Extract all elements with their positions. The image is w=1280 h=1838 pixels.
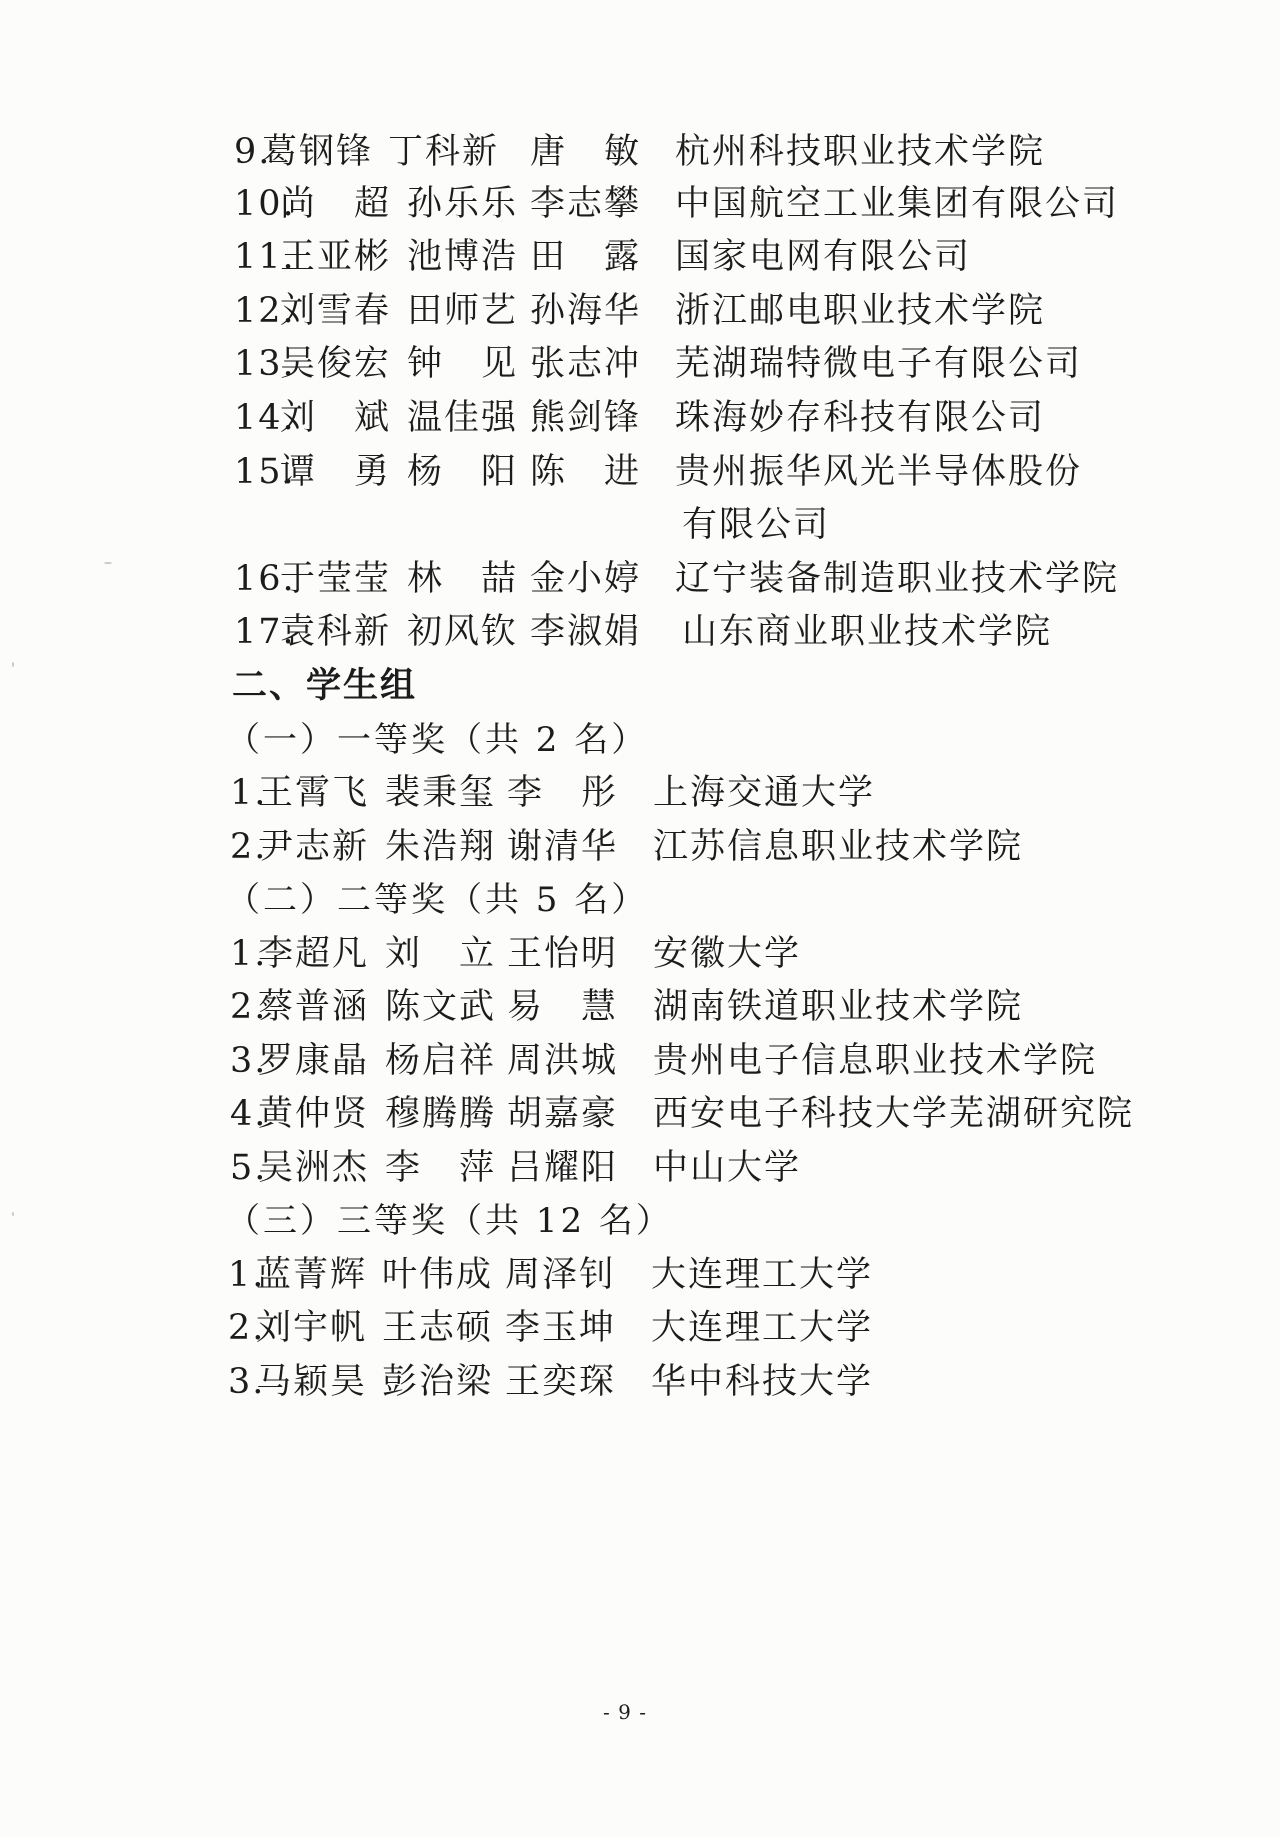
row-number: 10. [234, 184, 296, 224]
unit-name: 浙江邮电职业技术学院 [675, 291, 1046, 331]
row-number: 2. [230, 987, 268, 1027]
row-number: 11. [234, 237, 296, 277]
member-name: 黄仲贤 [258, 1094, 370, 1134]
member-name: 李志攀 [530, 184, 642, 224]
row-number: 1. [230, 773, 268, 813]
member-name: 罗康晶 [258, 1041, 370, 1081]
row-number: 2. [230, 827, 268, 867]
member-name: 孙海华 [530, 291, 642, 331]
member-name: 陈文武 [385, 987, 497, 1027]
unit-name: 华中科技大学 [651, 1362, 874, 1402]
member-name: 池博浩 [407, 237, 519, 277]
row-number: 4. [230, 1094, 268, 1134]
member-name: 林 喆 [407, 559, 519, 599]
row-number: 15. [234, 452, 296, 492]
member-name: 王亚彬 [280, 237, 392, 277]
row-number: 12. [234, 291, 296, 331]
unit-name: 贵州电子信息职业技术学院 [653, 1041, 1098, 1081]
member-name: 张志冲 [530, 344, 642, 384]
member-name: 王志硕 [382, 1308, 494, 1348]
member-name: 彭治梁 [382, 1362, 494, 1402]
unit-name: 中国航空工业集团有限公司 [675, 184, 1120, 224]
third-prize-heading: （三）三等奖（共 12 名） [226, 1201, 673, 1241]
unit-name: 珠海妙存科技有限公司 [675, 398, 1046, 438]
unit-name: 杭州科技职业技术学院 [675, 132, 1046, 172]
member-name: 马颖昊 [256, 1362, 368, 1402]
scan-speck [12, 1212, 14, 1216]
unit-name: 国家电网有限公司 [675, 237, 972, 277]
member-name: 胡嘉豪 [507, 1094, 619, 1134]
unit-name: 江苏信息职业技术学院 [653, 827, 1024, 867]
member-name: 杨 阳 [407, 452, 519, 492]
row-number: 13. [234, 344, 296, 384]
member-name: 田师艺 [407, 291, 519, 331]
member-name: 周泽钊 [505, 1255, 617, 1295]
member-name: 刘 立 [385, 934, 497, 974]
member-name: 田 露 [530, 237, 642, 277]
member-name: 谭 勇 [280, 452, 392, 492]
row-number: 17. [234, 612, 296, 652]
row-number: 16. [234, 559, 296, 599]
member-name: 熊剑锋 [530, 398, 642, 438]
member-name: 吴俊宏 [280, 344, 392, 384]
unit-name: 大连理工大学 [651, 1308, 874, 1348]
member-name: 李淑娟 [530, 612, 642, 652]
member-name: 李 萍 [385, 1148, 497, 1188]
member-name: 吴洲杰 [258, 1148, 370, 1188]
unit-name: 安徽大学 [653, 934, 802, 974]
row-number: 9. [234, 132, 272, 172]
member-name: 蓝菁辉 [256, 1255, 368, 1295]
member-name: 尹志新 [258, 827, 370, 867]
row-number: 5. [230, 1148, 268, 1188]
member-name: 谢清华 [507, 827, 619, 867]
row-number: 2. [228, 1308, 266, 1348]
section-heading: 二、学生组 [232, 666, 418, 706]
member-name: 钟 见 [407, 344, 519, 384]
unit-name: 贵州振华风光半导体股份 [675, 452, 1083, 492]
member-name: 李超凡 [258, 934, 370, 974]
row-number: 3. [230, 1041, 268, 1081]
member-name: 刘 斌 [280, 398, 392, 438]
unit-name: 湖南铁道职业技术学院 [653, 987, 1024, 1027]
member-name: 袁科新 [280, 612, 392, 652]
member-name: 王奕琛 [505, 1362, 617, 1402]
member-name: 温佳强 [407, 398, 519, 438]
member-name: 朱浩翔 [385, 827, 497, 867]
scan-speck [12, 662, 14, 667]
member-name: 尚 超 [280, 184, 392, 224]
member-name: 蔡普涵 [258, 987, 370, 1027]
scan-speck [104, 562, 112, 564]
member-name: 叶伟成 [382, 1255, 494, 1295]
unit-name: 中山大学 [653, 1148, 802, 1188]
member-name: 杨启祥 [385, 1041, 497, 1081]
member-name: 王霄飞 [258, 773, 370, 813]
member-name: 穆腾腾 [385, 1094, 497, 1134]
unit-name: 山东商业职业技术学院 [682, 612, 1053, 652]
second-prize-heading: （二）二等奖（共 5 名） [226, 880, 649, 920]
member-name: 裴秉玺 [385, 773, 497, 813]
row-number: 1. [228, 1255, 266, 1295]
member-name: 刘宇帆 [256, 1308, 368, 1348]
member-name: 易 慧 [507, 987, 619, 1027]
member-name: 刘雪春 [280, 291, 392, 331]
member-name: 陈 进 [530, 452, 642, 492]
member-name: 王怡明 [507, 934, 619, 974]
member-name: 金小婷 [530, 559, 642, 599]
member-name: 初风钦 [407, 612, 519, 652]
unit-name: 辽宁装备制造职业技术学院 [675, 559, 1120, 599]
member-name: 李 彤 [507, 773, 619, 813]
member-name: 孙乐乐 [407, 184, 519, 224]
row-number: 3. [228, 1362, 266, 1402]
member-name: 周洪城 [507, 1041, 619, 1081]
unit-name: 大连理工大学 [651, 1255, 874, 1295]
member-name: 唐 敏 [530, 132, 642, 172]
member-name: 葛钢锋 [262, 132, 374, 172]
unit-name: 西安电子科技大学芜湖研究院 [653, 1094, 1135, 1134]
unit-name: 上海交通大学 [653, 773, 876, 813]
row-number: 1. [230, 934, 268, 974]
unit-name: 芜湖瑞特微电子有限公司 [675, 344, 1083, 384]
member-name: 于莹莹 [280, 559, 392, 599]
unit-name-continued: 有限公司 [682, 505, 831, 545]
first-prize-heading: （一）一等奖（共 2 名） [226, 720, 649, 760]
page-number: - 9 - [603, 1700, 647, 1724]
row-number: 14. [234, 398, 296, 438]
member-name: 丁科新 [388, 132, 500, 172]
member-name: 李玉坤 [505, 1308, 617, 1348]
member-name: 吕耀阳 [507, 1148, 619, 1188]
